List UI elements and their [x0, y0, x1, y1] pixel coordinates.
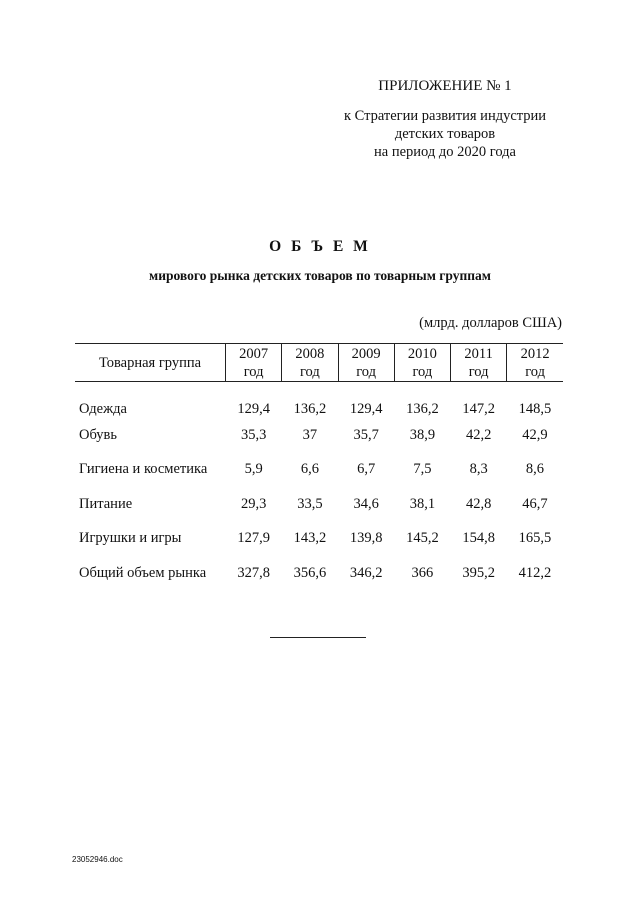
table-cell: 143,2 [293, 530, 327, 547]
appendix-line-1: к Стратегии развития индустрии [343, 108, 547, 124]
table-cell: 148,5 [518, 401, 552, 417]
market-volume-table [75, 343, 563, 591]
column-header-year [338, 344, 394, 382]
table-header [75, 344, 563, 382]
appendix-line-2: детских товаров [394, 126, 496, 142]
appendix-heading: ПРИЛОЖЕНИЕ № 1 [378, 78, 512, 94]
table-cell: 346,2 [349, 564, 383, 581]
row-group-label: Одежда [79, 401, 127, 417]
row-group-label: Питание [79, 495, 133, 512]
table-cell: 42,8 [465, 495, 492, 512]
table-cell: 6,6 [300, 461, 319, 478]
table-cell: 37 [302, 426, 318, 443]
table-cell: 129,4 [349, 401, 383, 417]
column-header-year [394, 344, 450, 382]
end-divider [270, 637, 366, 638]
row-group-label: Игрушки и игры [79, 530, 182, 547]
table-cell: 42,9 [522, 426, 548, 443]
table-cell: 127,9 [237, 530, 270, 547]
table-cell: 145,2 [406, 530, 439, 547]
table-cell: 38,1 [409, 495, 436, 512]
year-suffix: год [356, 363, 377, 380]
year-label: 2008 [295, 345, 325, 362]
table-cell: 35,7 [353, 426, 379, 443]
year-label: 2007 [239, 345, 269, 362]
column-header-year [282, 344, 338, 382]
document-title [0, 238, 640, 284]
table-row [75, 418, 563, 453]
year-suffix: год [243, 363, 264, 380]
year-suffix: год [525, 363, 546, 380]
year-suffix: год [412, 363, 433, 380]
column-header-group: Товарная группа [75, 344, 226, 382]
column-header-year [226, 344, 282, 382]
table-cell: 8,6 [525, 461, 544, 478]
table-cell: 33,5 [297, 495, 323, 512]
year-suffix: год [299, 363, 320, 380]
table-row [75, 522, 563, 557]
table-header-row [75, 344, 563, 382]
units-note: (млрд. долларов США) [419, 315, 562, 331]
year-suffix: год [468, 363, 489, 380]
table-cell: 147,2 [462, 401, 495, 417]
table-cell: 412,2 [518, 564, 552, 581]
table-cell: 38,9 [409, 426, 436, 443]
table-cell: 366 [411, 564, 434, 581]
table-cell: 7,5 [413, 461, 432, 478]
appendix-line-3: на период до 2020 года [374, 144, 516, 160]
table-cell: 8,3 [469, 461, 488, 478]
table-cell: 46,7 [522, 495, 548, 512]
table-cell: 154,8 [462, 530, 495, 547]
table-cell: 29,3 [240, 495, 267, 512]
title-subtitle: мирового рынка детских товаров по товарным группам [149, 268, 491, 283]
table-row [75, 487, 563, 522]
table-cell: 395,2 [462, 564, 495, 581]
table-row [75, 556, 563, 591]
year-label: 2009 [351, 345, 381, 362]
table-cell: 42,2 [465, 426, 492, 443]
table-row [75, 453, 563, 488]
table-cell: 165,5 [518, 530, 552, 547]
appendix-header [330, 77, 560, 161]
table-cell: 34,6 [353, 495, 379, 512]
table-cell: 136,2 [406, 401, 439, 417]
column-header-year [451, 344, 507, 382]
table-cell: 35,3 [240, 426, 267, 443]
column-header-year [507, 344, 563, 382]
year-label: 2012 [520, 345, 550, 362]
row-group-label: Обувь [79, 426, 118, 443]
table-cell: 129,4 [237, 401, 270, 417]
year-label: 2011 [464, 345, 493, 362]
title-main: О Б Ъ Е М [269, 238, 371, 255]
table-cell: 356,6 [293, 564, 327, 581]
row-group-label: Общий объем рынка [79, 564, 207, 581]
table-cell: 139,8 [349, 530, 383, 547]
table-body [75, 382, 563, 591]
table-cell: 6,7 [357, 461, 376, 478]
table-cell: 136,2 [293, 401, 327, 417]
row-group-label: Гигиена и косметика [79, 461, 208, 478]
footer-filename: 23052946.doc [72, 855, 123, 864]
table-row [75, 382, 563, 419]
table-cell: 327,8 [237, 564, 270, 581]
year-label: 2010 [407, 345, 437, 362]
table-cell: 5,9 [244, 461, 263, 478]
